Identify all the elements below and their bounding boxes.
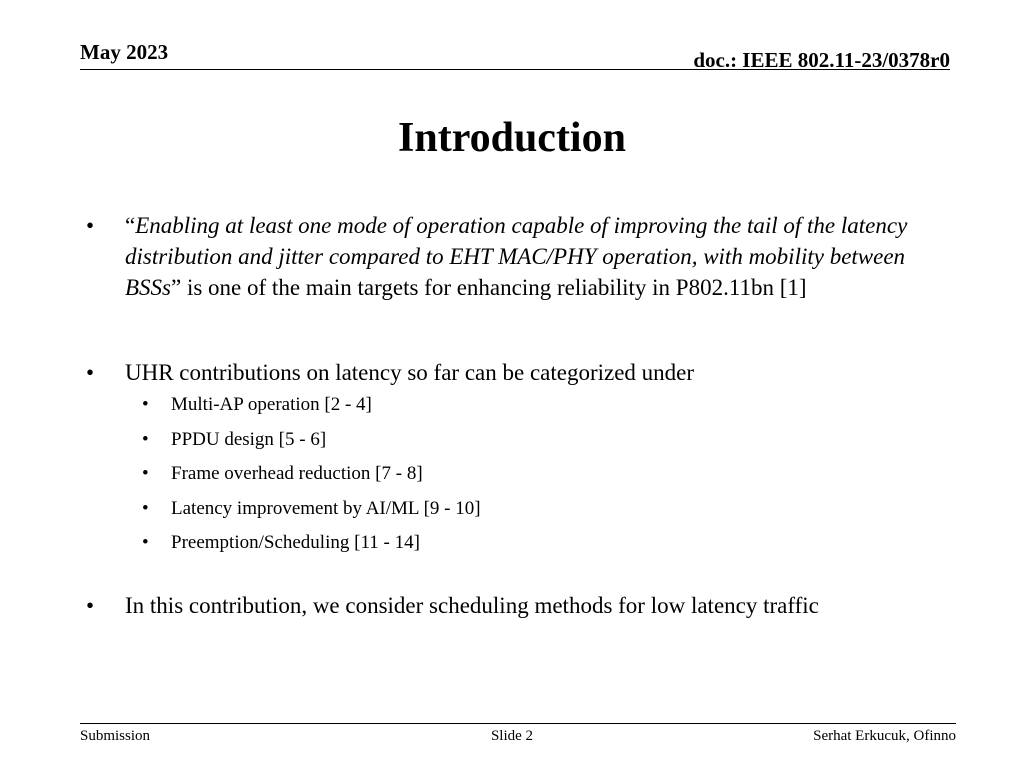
header-doc-id: doc.: IEEE 802.11-23/0378r0 [693, 48, 950, 72]
bullet-dot: • [86, 593, 95, 618]
sub-item-text: Multi-AP operation [2 - 4] [171, 394, 372, 415]
bullet-2-sub-list [80, 393, 940, 555]
bullet-1-italic-quote: Enabling at least one mode of operation capable of improving the tail of the latency distribution and jitter compared to EHT MAC/PHY operation, with mobility between BSSs [125, 213, 908, 300]
bullet-2 [80, 357, 940, 388]
bullet-1-open-quote: “ [125, 213, 136, 238]
bullet-2-text: UHR contributions on latency so far can be categorized under [125, 360, 695, 385]
sub-item [80, 462, 940, 486]
footer-author: Serhat Erkucuk, Ofinno [813, 728, 956, 744]
sub-item-text: Frame overhead reduction [7 - 8] [171, 463, 423, 484]
bullet-3-text: In this contribution, we consider scheduling methods for low latency traffic [125, 593, 819, 618]
sub-bullet-dot: • [142, 394, 149, 415]
sub-bullet-dot: • [142, 532, 149, 553]
header-date: May 2023 [80, 40, 169, 64]
footer-rule [80, 723, 956, 724]
sub-bullet-dot: • [142, 497, 149, 519]
sub-bullet-dot: • [142, 428, 149, 450]
slide-content [80, 210, 940, 621]
bullet-dot: • [86, 360, 95, 385]
slide-title: Introduction [398, 115, 626, 161]
bullet-1 [80, 210, 940, 303]
sub-item-text: Latency improvement by AI/ML [9 - 10] [171, 497, 481, 519]
bullet-1-close-quote: ” [171, 275, 182, 300]
sub-item [80, 428, 940, 452]
sub-bullet-dot: • [142, 463, 149, 484]
sub-item [80, 393, 940, 417]
bullet-1-rest: is one of the main targets for enhancing reliability in P802.11bn [1] [181, 275, 807, 300]
sub-item-text: PPDU design [5 - 6] [171, 428, 327, 450]
bullet-3 [80, 590, 940, 621]
sub-item [80, 531, 940, 555]
footer-submission: Submission [80, 728, 151, 744]
sub-item-text: Preemption/Scheduling [11 - 14] [171, 532, 420, 553]
footer-slide-number: Slide 2 [490, 728, 534, 744]
header-rule [80, 69, 950, 70]
bullet-dot: • [86, 213, 95, 238]
sub-item [80, 497, 940, 521]
